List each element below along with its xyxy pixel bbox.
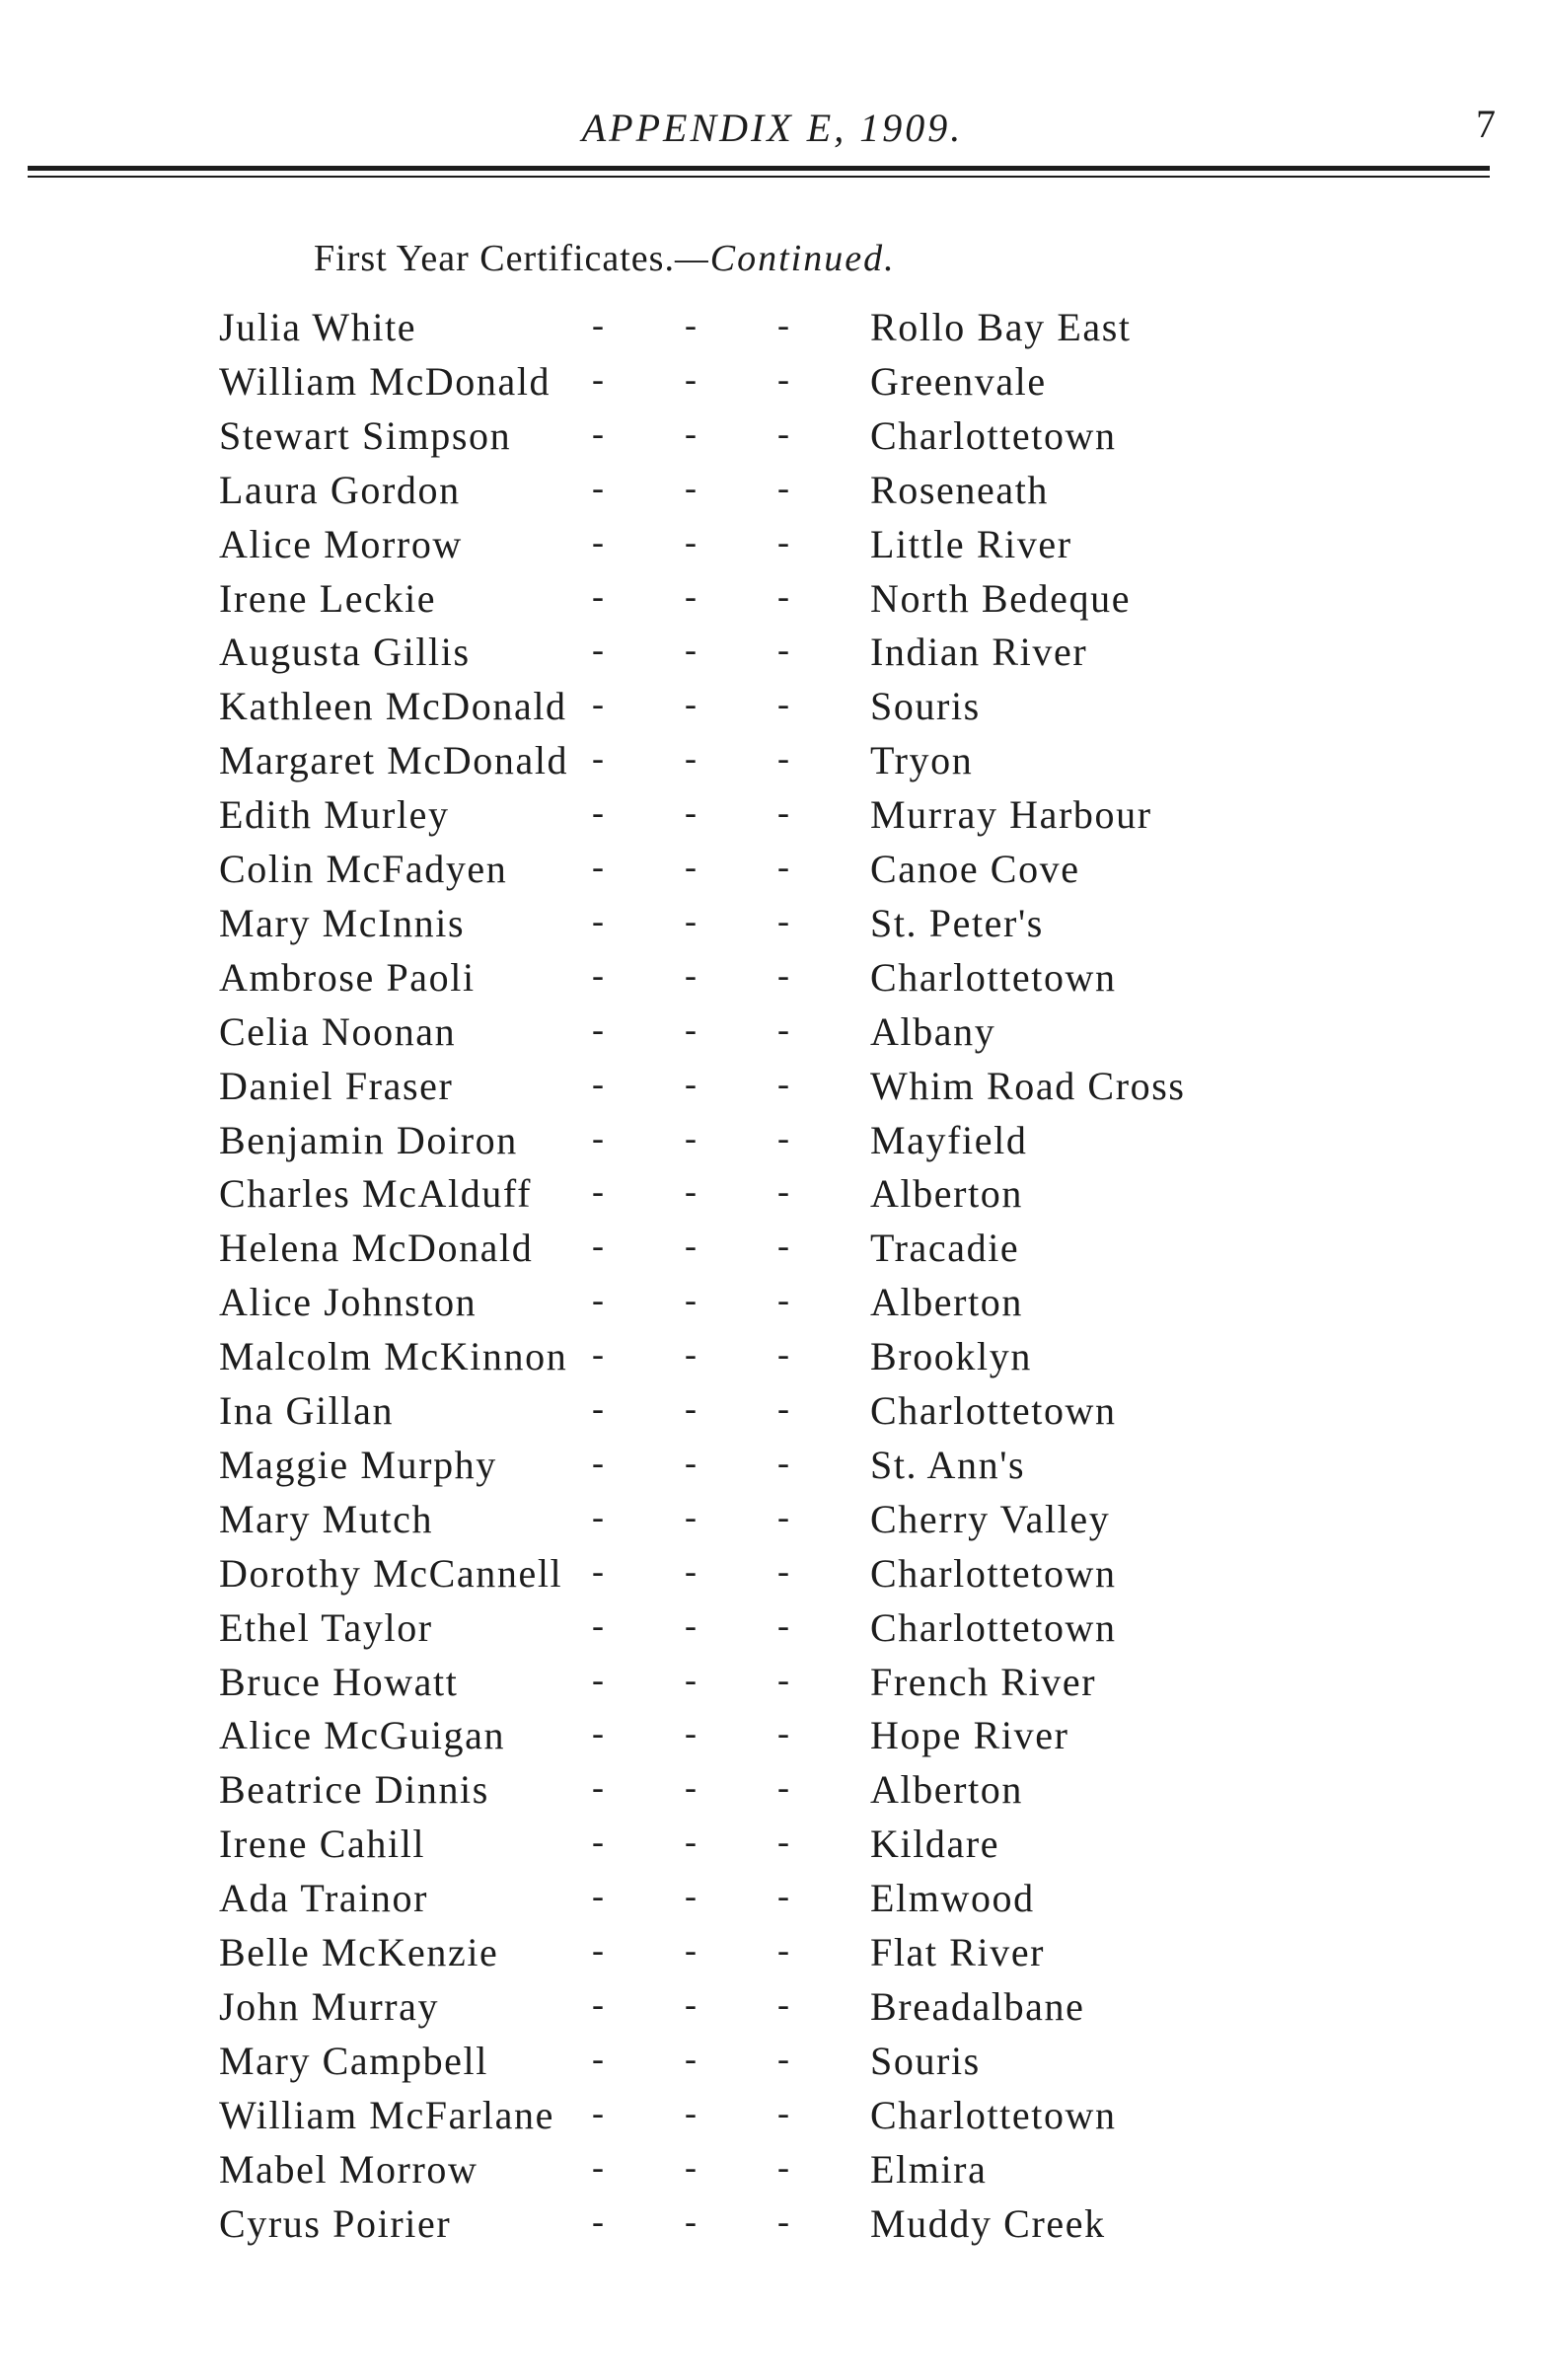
certificate-holder-name: Beatrice Dinnis [219, 1767, 489, 1812]
residence-place: Mayfield [870, 1118, 1028, 1162]
list-item [0, 1712, 1545, 1765]
list-item [0, 1821, 1545, 1874]
leader-dash: - [592, 1226, 604, 1265]
leader-dash: - [592, 1660, 604, 1699]
list-item [0, 1766, 1545, 1820]
leader-dash: - [592, 522, 604, 561]
certificate-holder-name: Belle McKenzie [219, 1930, 499, 1974]
leader-dash: - [592, 955, 604, 995]
section-title: First Year Certificates. [314, 238, 675, 279]
leader-dash: - [777, 847, 789, 886]
residence-place: Greenvale [870, 359, 1047, 404]
leader-dash: - [685, 1713, 697, 1752]
residence-place: St. Ann's [870, 1443, 1026, 1487]
certificate-holder-name: Julia White [219, 305, 417, 349]
leader-dash: - [685, 2093, 697, 2132]
residence-place: Roseneath [870, 468, 1050, 512]
leader-dash: - [592, 2039, 604, 2078]
leader-dash: - [777, 684, 789, 723]
list-item [0, 1604, 1545, 1658]
list-item [0, 1496, 1545, 1549]
residence-place: Tracadie [870, 1226, 1020, 1270]
list-item [0, 954, 1545, 1007]
leader-dash: - [685, 522, 697, 561]
leader-dash: - [685, 305, 697, 344]
leader-dash: - [777, 1443, 789, 1482]
list-item [0, 1550, 1545, 1603]
certificate-holder-name: Alice Johnston [219, 1280, 478, 1324]
leader-dash: - [777, 738, 789, 778]
certificate-holder-name: Kathleen McDonald [219, 684, 567, 728]
residence-place: Canoe Cove [870, 847, 1080, 891]
list-item [0, 1875, 1545, 1928]
leader-dash: - [592, 305, 604, 344]
leader-dash: - [592, 1822, 604, 1861]
leader-dash: - [592, 1876, 604, 1915]
certificate-holder-name: Alice Morrow [219, 522, 463, 566]
certificate-holder-name: Helena McDonald [219, 1226, 534, 1270]
list-item [0, 2200, 1545, 2254]
leader-dash: - [592, 1551, 604, 1591]
leader-dash: - [592, 359, 604, 399]
leader-dash: - [592, 792, 604, 832]
leader-dash: - [685, 413, 697, 453]
leader-dash: - [685, 1876, 697, 1915]
leader-dash: - [592, 1280, 604, 1319]
residence-place: Little River [870, 522, 1072, 566]
leader-dash: - [592, 1443, 604, 1482]
leader-dash: - [592, 1388, 604, 1428]
residence-place: Hope River [870, 1713, 1069, 1757]
leader-dash: - [777, 305, 789, 344]
residence-place: Souris [870, 684, 981, 728]
leader-dash: - [777, 1226, 789, 1265]
leader-dash: - [592, 1171, 604, 1211]
certificate-holder-name: Benjamin Doiron [219, 1118, 518, 1162]
residence-place: North Bedeque [870, 576, 1132, 621]
leader-dash: - [777, 1118, 789, 1157]
leader-dash: - [592, 901, 604, 940]
leader-dash: - [592, 630, 604, 669]
list-item [0, 521, 1545, 574]
certificate-holder-name: William McDonald [219, 359, 552, 404]
leader-dash: - [592, 2093, 604, 2132]
list-item [0, 683, 1545, 736]
leader-dash: - [777, 1497, 789, 1536]
residence-place: Charlottetown [870, 1551, 1117, 1596]
certificate-holder-name: Ethel Taylor [219, 1605, 433, 1650]
leader-dash: - [777, 1009, 789, 1049]
leader-dash: - [592, 413, 604, 453]
leader-dash: - [777, 1605, 789, 1645]
leader-dash: - [777, 1171, 789, 1211]
leader-dash: - [685, 1767, 697, 1807]
list-item [0, 1170, 1545, 1224]
certificate-list [0, 304, 1545, 2297]
residence-place: Breadalbane [870, 1984, 1085, 2029]
list-item [0, 1117, 1545, 1170]
residence-place: Charlottetown [870, 2093, 1117, 2137]
list-item [0, 1387, 1545, 1441]
leader-dash: - [685, 1930, 697, 1970]
leader-dash: - [592, 576, 604, 616]
list-item [0, 1063, 1545, 1116]
list-item [0, 1279, 1545, 1332]
residence-place: Murray Harbour [870, 792, 1152, 837]
certificate-holder-name: Alice McGuigan [219, 1713, 506, 1757]
list-item [0, 2038, 1545, 2091]
certificate-holder-name: Maggie Murphy [219, 1443, 497, 1487]
residence-place: Alberton [870, 1280, 1023, 1324]
certificate-holder-name: Stewart Simpson [219, 413, 512, 458]
residence-place: Charlottetown [870, 1388, 1117, 1433]
section-continued: —Continued. [674, 238, 896, 279]
leader-dash: - [777, 576, 789, 616]
leader-dash: - [592, 1984, 604, 2024]
list-item [0, 1929, 1545, 1982]
certificate-holder-name: Dorothy McCannell [219, 1551, 563, 1596]
list-item [0, 791, 1545, 845]
leader-dash: - [685, 630, 697, 669]
leader-dash: - [592, 468, 604, 507]
leader-dash: - [777, 955, 789, 995]
list-item [0, 1983, 1545, 2037]
list-item [0, 1008, 1545, 1062]
leader-dash: - [685, 1388, 697, 1428]
residence-place: Cherry Valley [870, 1497, 1111, 1541]
list-item [0, 575, 1545, 629]
leader-dash: - [777, 1822, 789, 1861]
leader-dash: - [777, 1064, 789, 1103]
leader-dash: - [777, 792, 789, 832]
leader-dash: - [685, 2147, 697, 2187]
leader-dash: - [685, 576, 697, 616]
leader-dash: - [685, 1009, 697, 1049]
certificate-holder-name: Laura Gordon [219, 468, 461, 512]
certificate-holder-name: Ada Trainor [219, 1876, 429, 1920]
leader-dash: - [777, 1334, 789, 1374]
residence-place: Tryon [870, 738, 974, 782]
leader-dash: - [685, 359, 697, 399]
leader-dash: - [685, 1984, 697, 2024]
leader-dash: - [685, 792, 697, 832]
certificate-holder-name: Mary Campbell [219, 2039, 488, 2083]
running-title: APPENDIX E, 1909. [581, 106, 964, 150]
leader-dash: - [592, 847, 604, 886]
list-item [0, 1442, 1545, 1495]
list-item [0, 1225, 1545, 1278]
leader-dash: - [777, 1660, 789, 1699]
certificate-holder-name: Augusta Gillis [219, 630, 471, 674]
leader-dash: - [592, 1118, 604, 1157]
leader-dash: - [777, 2201, 789, 2241]
header-rule-thin [28, 176, 1490, 178]
certificate-holder-name: Mary McInnis [219, 901, 466, 945]
leader-dash: - [777, 901, 789, 940]
leader-dash: - [592, 1497, 604, 1536]
residence-place: Alberton [870, 1171, 1023, 1216]
residence-place: Elmwood [870, 1876, 1035, 1920]
residence-place: French River [870, 1660, 1097, 1704]
leader-dash: - [592, 1713, 604, 1752]
certificate-holder-name: John Murray [219, 1984, 440, 2029]
leader-dash: - [777, 1388, 789, 1428]
certificate-holder-name: Colin McFadyen [219, 847, 508, 891]
residence-place: Flat River [870, 1930, 1046, 1974]
leader-dash: - [592, 1767, 604, 1807]
leader-dash: - [685, 468, 697, 507]
leader-dash: - [685, 1118, 697, 1157]
leader-dash: - [777, 1280, 789, 1319]
leader-dash: - [777, 1551, 789, 1591]
leader-dash: - [592, 1064, 604, 1103]
certificate-holder-name: Mary Mutch [219, 1497, 434, 1541]
leader-dash: - [592, 1334, 604, 1374]
leader-dash: - [685, 1497, 697, 1536]
certificate-holder-name: Irene Cahill [219, 1822, 426, 1866]
residence-place: Charlottetown [870, 413, 1117, 458]
leader-dash: - [777, 522, 789, 561]
list-item [0, 737, 1545, 790]
leader-dash: - [592, 738, 604, 778]
list-item [0, 358, 1545, 411]
leader-dash: - [685, 1443, 697, 1482]
leader-dash: - [777, 1930, 789, 1970]
residence-place: Albany [870, 1009, 996, 1054]
list-item [0, 846, 1545, 899]
leader-dash: - [685, 955, 697, 995]
certificate-holder-name: Cyrus Poirier [219, 2201, 452, 2246]
leader-dash: - [592, 1605, 604, 1645]
certificate-holder-name: Irene Leckie [219, 576, 437, 621]
certificate-holder-name: Charles McAlduff [219, 1171, 533, 1216]
leader-dash: - [777, 2093, 789, 2132]
leader-dash: - [777, 413, 789, 453]
certificate-holder-name: Daniel Fraser [219, 1064, 454, 1108]
certificate-holder-name: Ina Gillan [219, 1388, 395, 1433]
leader-dash: - [777, 359, 789, 399]
leader-dash: - [685, 901, 697, 940]
leader-dash: - [592, 2147, 604, 2187]
leader-dash: - [685, 738, 697, 778]
leader-dash: - [777, 630, 789, 669]
list-item [0, 629, 1545, 682]
residence-place: Souris [870, 2039, 981, 2083]
list-item [0, 1333, 1545, 1386]
page-number: 7 [1476, 102, 1496, 146]
certificate-holder-name: William McFarlane [219, 2093, 554, 2137]
leader-dash: - [685, 847, 697, 886]
leader-dash: - [777, 2039, 789, 2078]
leader-dash: - [685, 1551, 697, 1591]
list-item [0, 2146, 1545, 2199]
leader-dash: - [685, 1171, 697, 1211]
list-item [0, 2092, 1545, 2145]
residence-place: Charlottetown [870, 1605, 1117, 1650]
list-item [0, 900, 1545, 953]
leader-dash: - [777, 1767, 789, 1807]
list-item [0, 467, 1545, 520]
leader-dash: - [685, 1226, 697, 1265]
list-item [0, 1659, 1545, 1712]
list-item [0, 412, 1545, 466]
leader-dash: - [777, 1713, 789, 1752]
certificate-holder-name: Bruce Howatt [219, 1660, 459, 1704]
leader-dash: - [685, 1280, 697, 1319]
leader-dash: - [685, 1660, 697, 1699]
residence-place: Muddy Creek [870, 2201, 1106, 2246]
certificate-holder-name: Mabel Morrow [219, 2147, 478, 2192]
leader-dash: - [685, 2201, 697, 2241]
leader-dash: - [685, 2039, 697, 2078]
leader-dash: - [685, 1334, 697, 1374]
leader-dash: - [592, 2201, 604, 2241]
list-item [0, 304, 1545, 357]
certificate-holder-name: Margaret McDonald [219, 738, 569, 782]
certificate-holder-name: Ambrose Paoli [219, 955, 476, 1000]
leader-dash: - [685, 1605, 697, 1645]
residence-place: St. Peter's [870, 901, 1044, 945]
residence-place: Brooklyn [870, 1334, 1032, 1378]
section-heading [314, 237, 896, 280]
leader-dash: - [777, 1876, 789, 1915]
header-rule-thick [28, 166, 1490, 171]
leader-dash: - [777, 2147, 789, 2187]
residence-place: Indian River [870, 630, 1088, 674]
residence-place: Kildare [870, 1822, 1000, 1866]
leader-dash: - [592, 684, 604, 723]
leader-dash: - [777, 468, 789, 507]
leader-dash: - [592, 1009, 604, 1049]
residence-place: Elmira [870, 2147, 988, 2192]
residence-place: Rollo Bay East [870, 305, 1132, 349]
leader-dash: - [685, 1822, 697, 1861]
residence-place: Whim Road Cross [870, 1064, 1186, 1108]
residence-place: Charlottetown [870, 955, 1117, 1000]
running-head [0, 99, 1545, 158]
leader-dash: - [777, 1984, 789, 2024]
certificate-holder-name: Malcolm McKinnon [219, 1334, 568, 1378]
leader-dash: - [592, 1930, 604, 1970]
leader-dash: - [685, 1064, 697, 1103]
leader-dash: - [685, 684, 697, 723]
residence-place: Alberton [870, 1767, 1023, 1812]
certificate-holder-name: Edith Murley [219, 792, 450, 837]
certificate-holder-name: Celia Noonan [219, 1009, 457, 1054]
